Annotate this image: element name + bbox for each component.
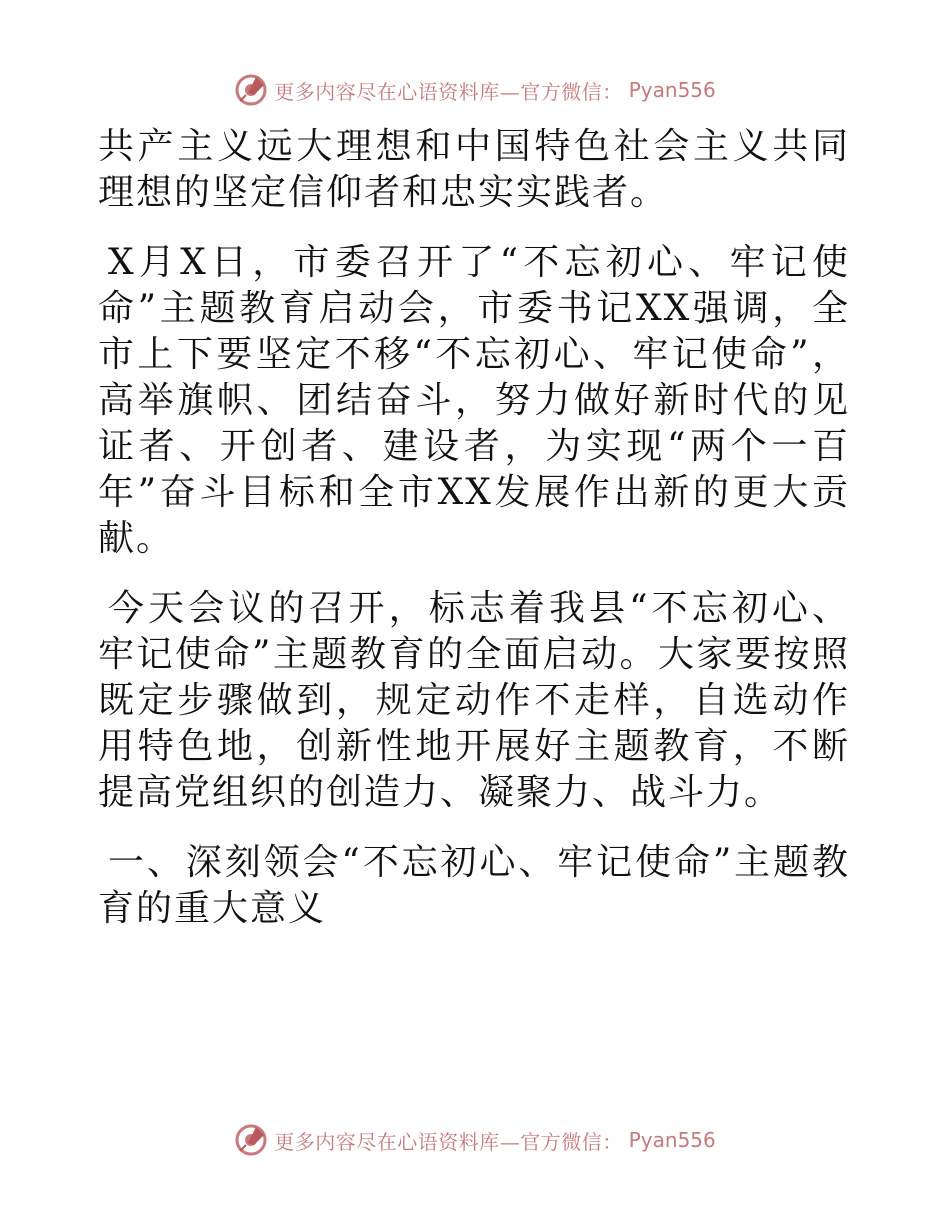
- document-body: [98, 124, 850, 956]
- paragraph-1: 共产主义远大理想和中国特色社会主义共同理想的坚定信仰者和忠实实践者。: [98, 126, 850, 213]
- paragraph-3: 今天会议的召开，标志着我县“不忘初心、牢记使命”主题教育的全面启动。大家要按照既定步骤做到，规定动作不走样，自选动作用特色地，创新性地开展好主题教育，不断提高党组织的创造力、凝聚力、战斗力。: [98, 588, 850, 813]
- wechat-id: Pyan556: [628, 1128, 716, 1152]
- paragraph-2: X月X日，市委召开了“不忘初心、牢记使命”主题教育启动会，市委书记XX强调，全市上下要坚定不移“不忘初心、牢记使命”，高举旗帜、团结奋斗，努力做好新时代的见证者、开创者、建设者，为实现“两个一百年”奋斗目标和全市XX发展作出新的更大贡献。: [98, 242, 850, 559]
- watermark-text: 更多内容尽在心语资料库—官方微信：: [274, 79, 623, 104]
- footer-watermark: [0, 1120, 950, 1160]
- pen-logo-icon: [234, 1123, 268, 1157]
- watermark-text: 更多内容尽在心语资料库—官方微信：: [274, 1129, 623, 1154]
- section-heading: 一、深刻领会“不忘初心、牢记使命”主题教育的重大意义: [98, 842, 850, 929]
- header-watermark: [0, 70, 950, 110]
- wechat-id: Pyan556: [628, 78, 716, 102]
- pen-logo-icon: [234, 73, 268, 107]
